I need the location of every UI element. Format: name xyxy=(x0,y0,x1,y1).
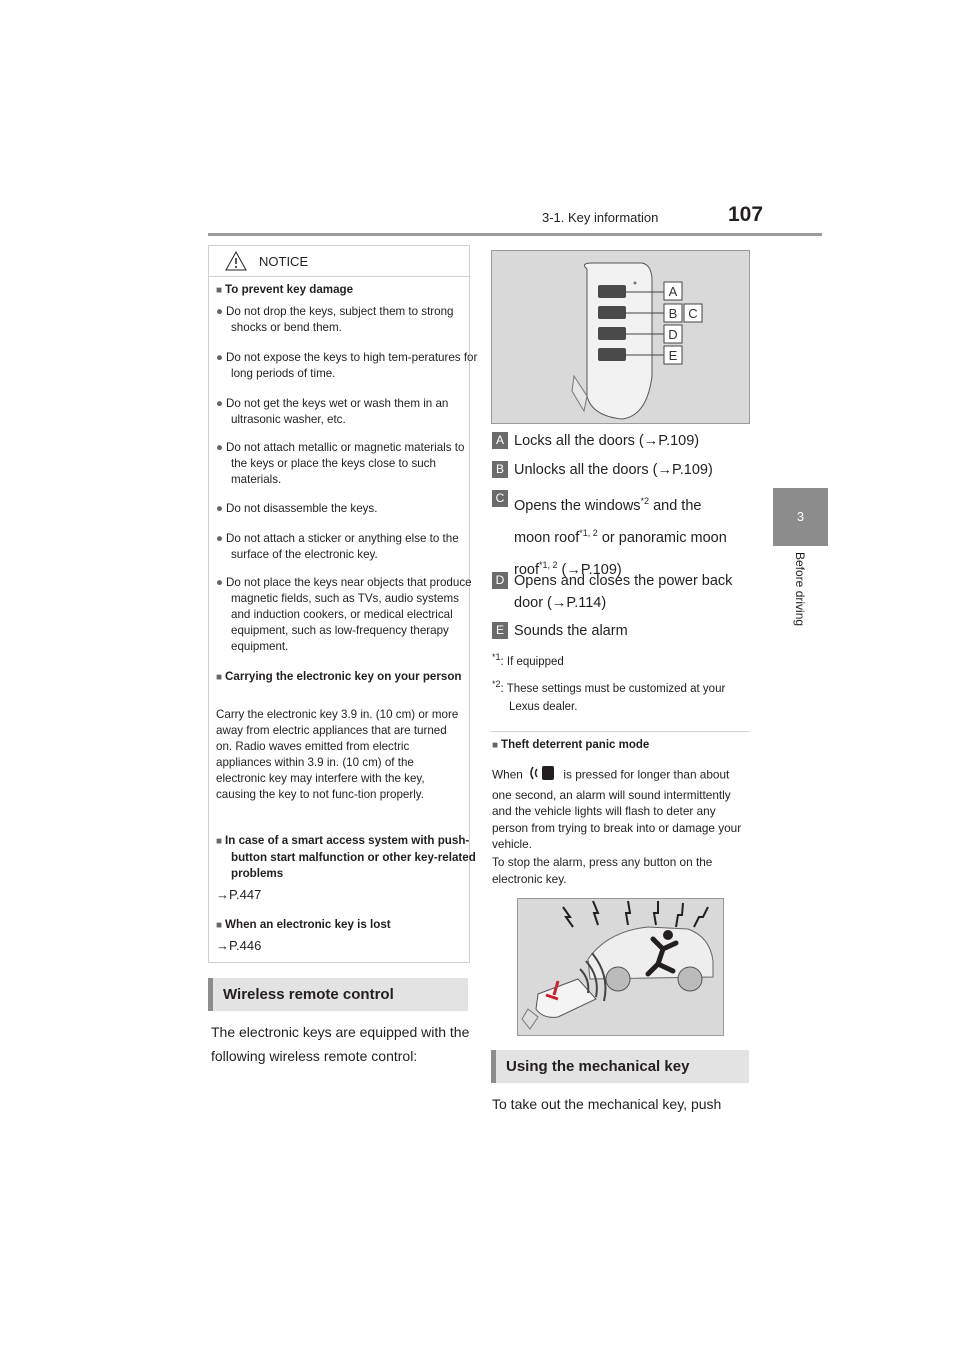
section-heading-wireless: Wireless remote control xyxy=(208,978,468,1011)
panic-paragraph-1: When is pressed for longer than about one second, an alarm will sound intermittently and the vehicle lights will flash to deter any person from trying to break into or damage your vehicle. xyxy=(492,764,750,853)
key-fob-illustration xyxy=(491,250,750,424)
dot-bullet-icon: ● xyxy=(216,502,224,515)
notice-header xyxy=(209,246,469,277)
mechanical-intro: To take out the mechanical key, push xyxy=(492,1096,722,1112)
dot-bullet-icon: ● xyxy=(216,441,224,454)
notice-bullet: ● Do not get the keys wet or wash them in an ultrasonic washer, etc. xyxy=(216,397,449,426)
car-alarm-drawing xyxy=(518,899,723,1035)
key-fob-drawing xyxy=(492,251,749,423)
notice-paragraph: Carry the electronic key 3.9 in. (10 cm) or more away from electric appliances that are turned on. Radio waves emitted from electric appliances within 3.9 in. (10 cm) of the electronic key may interfere with the key, causing the key to not func-tion properly. xyxy=(216,708,459,801)
notice-bullet: ● Do not disassemble the keys. xyxy=(216,502,378,515)
notice-page-ref[interactable]: →P.447 xyxy=(216,887,262,902)
footnote-1: $^{*1}$: If equipped xyxy=(492,652,564,668)
panic-paragraph-2: To stop the alarm, press any button on the electronic key. xyxy=(492,855,713,886)
callout-d: D xyxy=(668,327,678,342)
notice-subheading: ■ To prevent key damage xyxy=(216,283,354,296)
notice-subheading: ■ In case of a smart access system with push-button start malfunction or other key-related problems xyxy=(216,834,476,880)
square-bullet-icon: ■ xyxy=(216,920,223,931)
header-rule xyxy=(208,233,822,236)
square-bullet-icon: ■ xyxy=(216,672,223,683)
dot-bullet-icon: ● xyxy=(216,305,224,318)
panic-button-icon xyxy=(528,764,558,787)
notice-bullet: ● Do not attach a sticker or anything else to the surface of the electronic key. xyxy=(216,532,459,561)
notice-subheading: ■ Carrying the electronic key on your person xyxy=(216,670,462,683)
square-bullet-icon: ■ xyxy=(492,740,499,751)
page-number: 107 xyxy=(728,203,764,226)
notice-page-ref[interactable]: →P.446 xyxy=(216,938,262,953)
dot-bullet-icon: ● xyxy=(216,576,224,589)
chapter-tab-label: Before driving xyxy=(793,552,807,627)
dot-bullet-icon: ● xyxy=(216,532,224,545)
notice-bullet: ● Do not drop the keys, subject them to strong shocks or bend them. xyxy=(216,305,454,334)
square-bullet-icon: ■ xyxy=(216,285,223,296)
notice-box xyxy=(208,245,478,963)
callout-b: B xyxy=(668,306,678,321)
notice-bullet: ● Do not place the keys near objects that produce magnetic fields, such as TVs, audio systems and induction cookers, or medical electrical equipment, such as low-frequency therapy equipment. xyxy=(216,576,472,653)
dot-bullet-icon: ● xyxy=(216,397,224,410)
notice-bullet: ● Do not expose the keys to high tem-peratures for long periods of time. xyxy=(216,351,478,380)
footnote-2: $^{*2}$: These settings must be customized at your Lexus dealer. xyxy=(492,679,726,713)
callout-e: E xyxy=(668,348,678,363)
square-bullet-icon: ■ xyxy=(216,836,223,847)
chapter-tab: 3 xyxy=(773,488,828,546)
running-header-section: 3-1. Key information xyxy=(542,210,659,225)
section-heading-mechanical: Using the mechanical key xyxy=(491,1050,749,1083)
wireless-intro: The electronic keys are equipped with the following wireless remote control: xyxy=(211,1024,470,1064)
dot-bullet-icon: ● xyxy=(216,351,224,364)
callout-c: C xyxy=(688,306,698,321)
warning-triangle-icon xyxy=(225,251,247,271)
panic-heading: ■ Theft deterrent panic mode xyxy=(492,739,650,751)
panic-alarm-illustration xyxy=(517,898,724,1036)
notice-title: NOTICE xyxy=(259,254,309,269)
notice-bullet: ● Do not attach metallic or magnetic materials to the keys or place the keys close to such materials. xyxy=(216,441,465,486)
notice-subheading: ■ When an electronic key is lost xyxy=(216,918,391,931)
callout-a: A xyxy=(668,284,678,299)
divider xyxy=(491,731,749,732)
